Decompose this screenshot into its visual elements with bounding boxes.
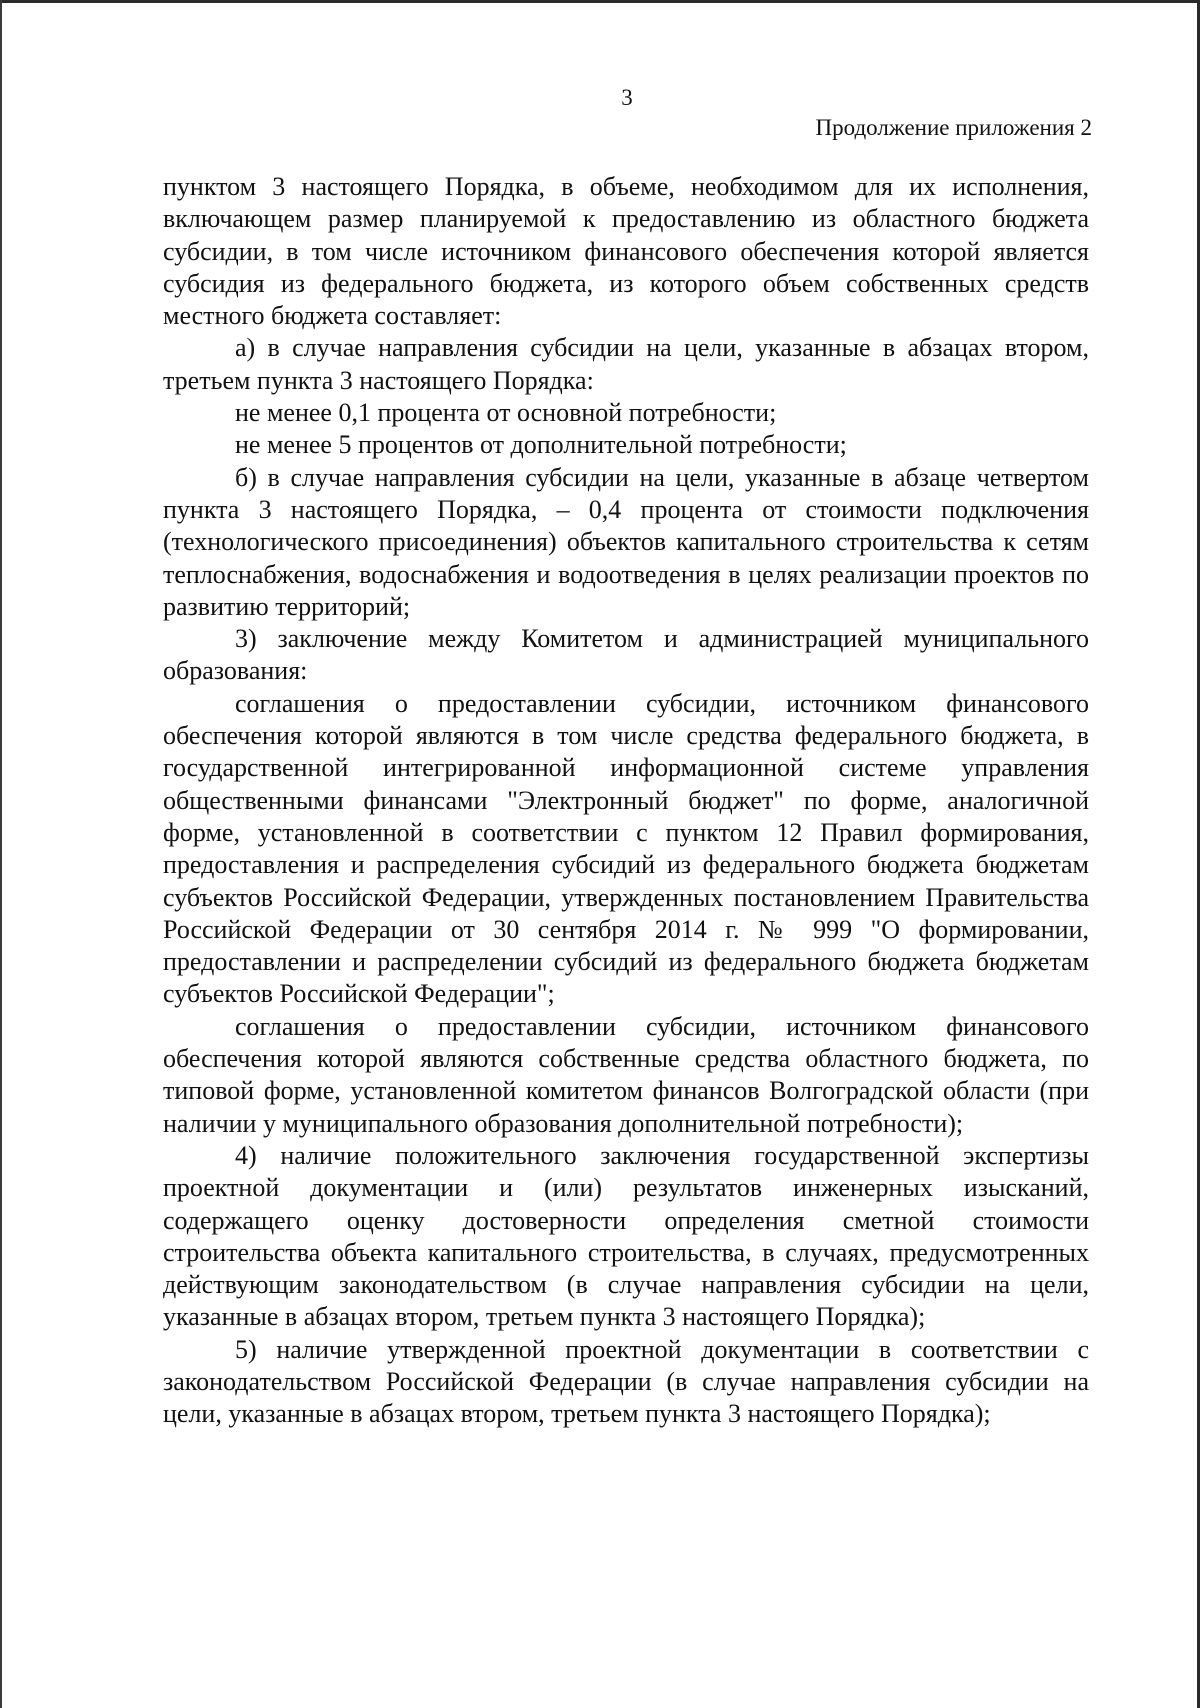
paragraph-continuation: пунктом 3 настоящего Порядка, в объеме, необходимом для их исполнения, включающем размер планируемой к предоставлению из областного бюджета субсидии, в том числе источником финансового обеспечения которой является субсидия из федерального бюджета, из которого объем собственных средств местного бюджета составляет:: [163, 172, 1089, 331]
document-body: [163, 171, 1089, 1431]
paragraph-min-additional-need: не менее 5 процентов от дополнительной потребности;: [235, 430, 847, 460]
scan-edge-left: [0, 0, 2, 1708]
paragraph-item-b: б) в случае направления субсидии на цели, указанные в абзаце четвертом пункта 3 настоящего Порядка, – 0,4 процента от стоимости подключения (технологического присоединения) объектов капитального строительства к сетям теплоснабжения, водоснабжения и водоотведения в целях реализации проектов по развитию территорий;: [163, 462, 1089, 621]
paragraph-min-basic-need: не менее 0,1 процента от основной потребности;: [235, 398, 777, 428]
page-number: 3: [621, 85, 633, 110]
paragraph-item-4: 4) наличие положительного заключения государственной экспертизы проектной документации и (или) результатов инженерных изысканий, содержащего оценку достоверности определения сметной стоимости строительства объекта капитального строительства, в случаях, предусмотренных действующим законодательством (в случае направления субсидии на цели, указанные в абзацах втором, третьем пункта 3 настоящего Порядка);: [163, 1140, 1089, 1332]
paragraph-federal-agreement: соглашения о предоставлении субсидии, источником финансового обеспечения которой являются в том числе средства федерального бюджета, в государственной интегрированной информационной системе управления общественными финансами "Электронный бюджет" по форме, аналогичной форме, установленной в соответствии с пунктом 12 Правил формирования, предоставления и распределения субсидий из федерального бюджета бюджетам субъектов Российской Федерации, утвержденных постановлением Правительства Российской Федерации от 30 сентября 2014 г. № 999 "О формировании, предоставлении и распределении субсидий из федерального бюджета бюджетам субъектов Российской Федерации";: [163, 688, 1089, 1009]
paragraph-item-3: 3) заключение между Комитетом и администрацией муниципального образования:: [163, 624, 1089, 686]
continuation-heading: Продолжение приложения 2: [815, 115, 1092, 140]
paragraph-item-a: а) в случае направления субсидии на цели, указанные в абзацах втором, третьем пункта 3 настоящего Порядка:: [163, 333, 1089, 395]
scan-edge-top: [0, 0, 1200, 3]
paragraph-regional-agreement: соглашения о предоставлении субсидии, источником финансового обеспечения которой являются собственные средства областного бюджета, по типовой форме, установленной комитетом финансов Волгоградской области (при наличии у муниципального образования дополнительной потребности);: [163, 1011, 1089, 1138]
paragraph-item-5: 5) наличие утвержденной проектной документации в соответствии с законодательством Российской Федерации (в случае направления субсидии на цели, указанные в абзацах втором, третьем пункта 3 настоящего Порядка);: [163, 1334, 1089, 1429]
